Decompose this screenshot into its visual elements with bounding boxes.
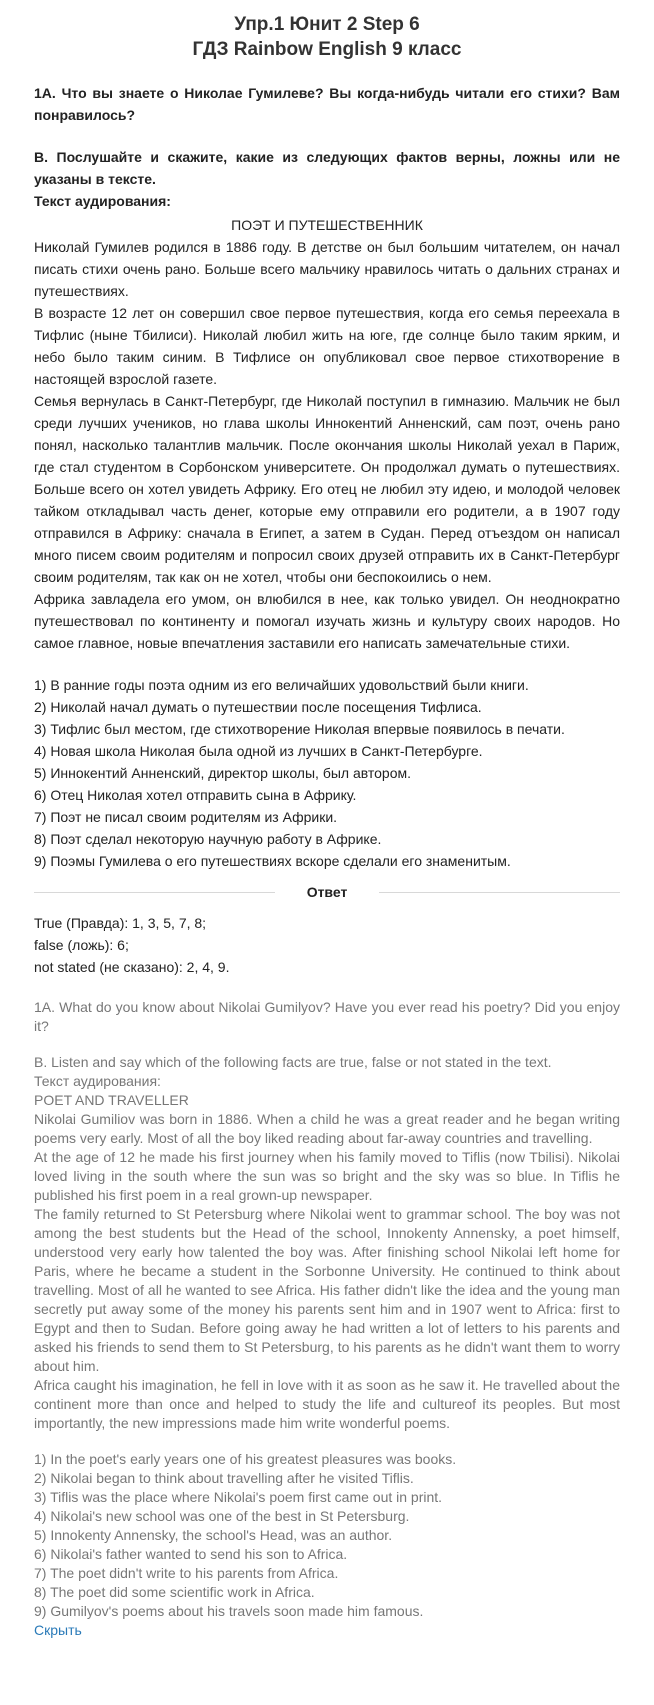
paragraph: Семья вернулась в Санкт-Петербург, где Николай поступил в гимназию. Мальчик не был среди лучших учеников, но глава школы Иннокентий Анненский, сам поэт, очень рано понял, насколько талантлив мальчик. После окончания школы Николай уехал в Париж, где стал студентом в Сорбонском университете. Он продолжал думать о путешествиях. Больше всего он хотел увидеть Африку. Его отец не любил эту идею, и молодой человек тайком откладывал часть денег, которые ему отправили его родители, а в 1907 году отправился в Африку: сначала в Египет, а затем в Судан. Перед отъездом он написал много писем своим родителям и попросил своих друзей отправить их в Санкт-Петербург своим родителям, так как он не хотел, чтобы они беспокоились о нем. — [34, 393, 620, 585]
list-item: 7) Поэт не писал своим родителям из Африки. — [34, 809, 338, 825]
page-subtitle: ГДЗ Rainbow English 9 класс — [192, 39, 462, 60]
answer-line: not stated (не сказано): 2, 4, 9. — [34, 959, 230, 975]
list-item: 4) Nikolai's new school was one of the best in St Petersburg. — [34, 1508, 410, 1524]
list-item: 4) Новая школа Николая была одной из лучших в Санкт-Петербурге. — [34, 743, 483, 759]
paragraph: Николай Гумилев родился в 1886 году. В детстве он был большим читателем, он начал писать стихи очень рано. Больше всего мальчику нравилось читать о дальних странах и путешествиях. — [34, 239, 620, 299]
list-item: 6) Nikolai's father wanted to send his son to Africa. — [34, 1546, 348, 1562]
question-b: В. Послушайте и скажите, какие из следующих фактов верны, ложны или не указаны в тексте. — [34, 149, 620, 187]
question-1a-en: 1A. What do you know about Nikolai Gumilyov? Have you ever read his poetry? Did you enjoy it? — [34, 999, 620, 1034]
russian-section — [34, 82, 620, 872]
paragraph: В возрасте 12 лет он совершил свое первое путешествия, когда его семья переехала в Тифлис (ныне Тбилиси). Николай любил жить на юге, где солнце было таким ярким, и небо было таким синим. В Тифлисе он опубликовал свое первое стихотворение в настоящей взрослой газете. — [34, 305, 620, 387]
page-title: Упр.1 Юнит 2 Step 6 — [234, 14, 420, 35]
list-item: 1) В ранние годы поэта одним из его величайших удовольствий были книги. — [34, 677, 529, 693]
list-item: 5) Innokenty Annensky, the school's Head, was an author. — [34, 1527, 393, 1543]
paragraph-en: The family returned to St Petersburg where Nikolai went to grammar school. The boy was not among the best students but the Head of the school, Innokenty Annensky, a poet himself, understood very early how talented the boy was. After finishing school Nikolai left home for Paris, where he became a student in the Sorbonne University. He continued to think about travelling. Most of all he wanted to see Africa. His father didn't like the idea and the young man secretly put away some of the money his parents sent him and in 1907 went to Africa: first to Egypt and then to Sudan. Before going away he had written a lot of letters to his parents and asked his friends to send them to St Petersburg, to his parents as he didn't want them to worry about him. — [34, 1206, 620, 1374]
list-item: 9) Gumilyov's poems about his travels soon made him famous. — [34, 1603, 424, 1619]
english-section — [34, 998, 620, 1640]
question-b-en: B. Listen and say which of the following facts are true, false or not stated in the text. — [34, 1054, 552, 1070]
answer-section — [34, 912, 620, 978]
list-item: 7) The poet didn't write to his parents from Africa. — [34, 1565, 339, 1581]
paragraph-en: At the age of 12 he made his first journey when his family moved to Tiflis (now Tbilisi). Nikolai loved living in the south where the sun was so bright and the sky was so blue. In Tiflis he published his first poem in a real grown-up newspaper. — [34, 1149, 620, 1203]
list-item: 8) The poet did some scientific work in Africa. — [34, 1584, 315, 1600]
list-item: 8) Поэт сделал некоторую научную работу в Африке. — [34, 831, 382, 847]
answer-divider — [34, 884, 620, 900]
divider-line — [34, 892, 275, 893]
statement-list-en — [34, 1450, 620, 1621]
list-item: 2) Николай начал думать о путешествии после посещения Тифлиса. — [34, 699, 482, 715]
hide-link[interactable]: Скрыть — [34, 1622, 82, 1638]
answer-heading: Ответ — [306, 884, 348, 900]
paragraph: Африка завладела его умом, он влюбился в нее, как только увидел. Он неоднократно путешествовал по континенту и помогал изучать жизнь и культуру своих народов. Но самое главное, новые впечатления заставили его написать замечательные стихи. — [34, 591, 620, 651]
list-item: 5) Иннокентий Анненский, директор школы, был автором. — [34, 765, 412, 781]
list-item: 3) Tiflis was the place where Nikolai's poem first came out in print. — [34, 1489, 443, 1505]
paragraph-en: Nikolai Gumiliov was born in 1886. When a child he was a great reader and he began writing poems very early. Most of all the boy liked reading about far-away countries and travelling. — [34, 1111, 620, 1146]
audio-label: Текст аудирования: — [34, 193, 171, 209]
text-title: ПОЭТ И ПУТЕШЕСТВЕННИК — [231, 217, 423, 233]
paragraph-en: Africa caught his imagination, he fell in love with it as soon as he saw it. He travelled about the continent more than once and helped to study the life and cultureof its peoples. But most importantly, the new impressions made him write wonderful poems. — [34, 1377, 620, 1431]
text-title-en: POET AND TRAVELLER — [34, 1092, 189, 1108]
list-item: 1) In the poet's early years one of his greatest pleasures was books. — [34, 1451, 457, 1467]
list-item: 2) Nikolai began to think about travelling after he visited Tiflis. — [34, 1470, 414, 1486]
statement-list — [34, 674, 620, 872]
answer-line: True (Правда): 1, 3, 5, 7, 8; — [34, 915, 207, 931]
question-1a: 1А. Что вы знаете о Николае Гумилеве? Вы когда-нибудь читали его стихи? Вам понравилось? — [34, 85, 620, 123]
list-item: 3) Тифлис был местом, где стихотворение Николая впервые появилось в печати. — [34, 721, 565, 737]
list-item: 6) Отец Николая хотел отправить сына в Африку. — [34, 787, 357, 803]
list-item: 9) Поэмы Гумилева о его путешествиях вскоре сделали его знаменитым. — [34, 853, 511, 869]
audio-label-en: Текст аудирования: — [34, 1073, 161, 1089]
divider-line — [379, 892, 620, 893]
page-header — [34, 12, 620, 62]
answer-line: false (ложь): 6; — [34, 937, 129, 953]
